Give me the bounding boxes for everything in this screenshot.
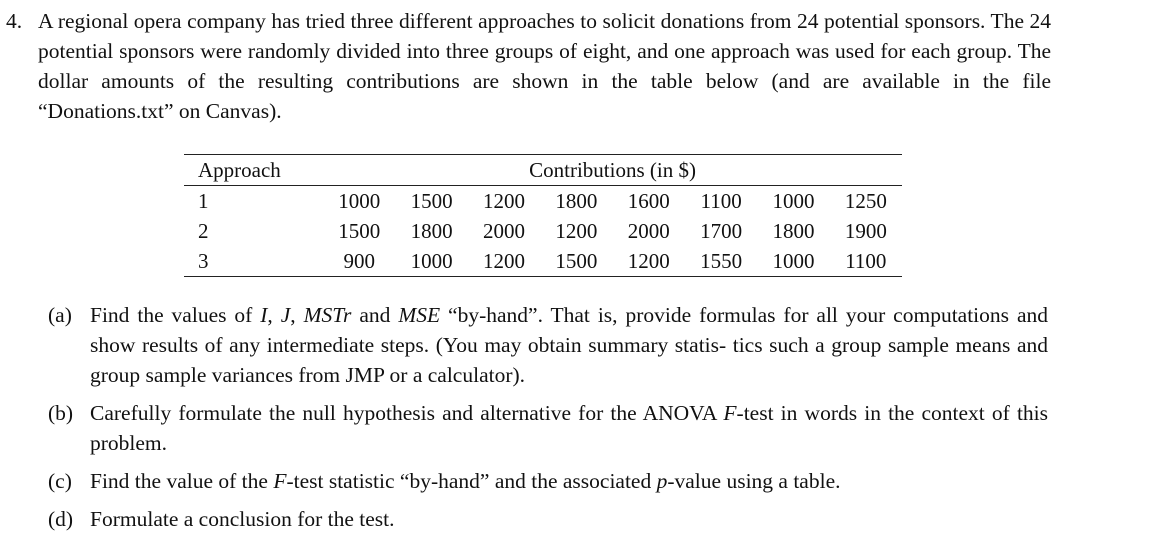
contribution-cell: 1700: [700, 219, 743, 243]
contribution-cell: 1500: [410, 189, 453, 213]
contributions-table: [184, 154, 902, 277]
part-d-text: Formulate a conclusion for the test.: [90, 507, 395, 531]
approach-cell: 2: [198, 219, 209, 243]
part-c-text-1: Find the value of the: [90, 469, 274, 493]
part-a-and: and: [351, 303, 399, 327]
contribution-cell: 1550: [700, 249, 743, 273]
contribution-cell: 900: [343, 249, 376, 273]
contribution-cell: 1000: [338, 189, 381, 213]
part-b-text-rest: -test in words in the context of this problem.: [90, 401, 1049, 455]
part-b-label: (b): [48, 401, 74, 425]
part-d-label: (d): [48, 507, 74, 531]
question-parts: [48, 300, 1048, 542]
part-c-text-rest: -value using a table.: [667, 469, 841, 493]
var-MSTr: MSTr: [303, 303, 352, 327]
problem-statement: [6, 6, 1051, 126]
approach-cell: 1: [198, 189, 209, 213]
contribution-cell: 1000: [772, 249, 815, 273]
part-b-text-1: Carefully formulate the null hypothesis and alternative for the ANOVA: [90, 401, 724, 425]
approach-cell: 3: [198, 249, 209, 273]
problem-number: 4.: [6, 9, 23, 33]
contribution-cell: 2000: [483, 219, 525, 243]
var-J: J: [280, 303, 291, 327]
problem-text: A regional opera company has tried three different approaches to solicit donations from 24 potential sponsors. The 24 potential sponsors were randomly divided into three groups of eight, and one approach was used for each group. The dollar amounts of the resulting contributions are shown in the table below (and are available in the file “Donations.txt” on Canvas).: [38, 9, 1051, 123]
var-F: F: [723, 401, 737, 425]
contributions-table-container: [184, 154, 902, 277]
part-c-text: [90, 466, 1048, 496]
contribution-cell: 1100: [845, 249, 887, 273]
table-header-row: [184, 155, 902, 186]
contribution-cell: 1200: [483, 189, 525, 213]
part-b-text: [90, 398, 1048, 458]
part-a-text-1: Find the values of: [90, 303, 261, 327]
contribution-cell: 1800: [772, 219, 815, 243]
var-p: p: [656, 469, 668, 493]
part-b: [48, 398, 1048, 458]
contribution-cell: 1500: [555, 249, 598, 273]
part-a: [48, 300, 1048, 390]
part-a-text: [90, 300, 1048, 390]
part-c-text-2: -test statistic “by-hand” and the associated: [286, 469, 657, 493]
part-d: [48, 504, 1048, 534]
contributions-header: Contributions (in $): [529, 158, 696, 182]
contribution-cell: 1800: [555, 189, 598, 213]
table-row: [184, 216, 902, 246]
contribution-cell: 1900: [844, 219, 887, 243]
var-I: I: [260, 303, 268, 327]
contribution-cell: 1500: [338, 219, 381, 243]
part-a-comma-1: ,: [267, 303, 281, 327]
contribution-cell: 1100: [700, 189, 742, 213]
contribution-cell: 1800: [410, 219, 453, 243]
contribution-cell: 1000: [772, 189, 815, 213]
part-a-comma-2: ,: [290, 303, 304, 327]
var-MSE: MSE: [398, 303, 441, 327]
contribution-cell: 2000: [627, 219, 670, 243]
part-a-label: (a): [48, 303, 72, 327]
part-c-label: (c): [48, 469, 72, 493]
contribution-cell: 1250: [844, 189, 887, 213]
approach-header: Approach: [198, 158, 281, 182]
contribution-cell: 1000: [410, 249, 453, 273]
part-c: [48, 466, 1048, 496]
table-row: [184, 186, 902, 217]
contribution-cell: 1200: [483, 249, 525, 273]
part-a-text-rest: “by-hand”. That is, provide formulas for all your computations and show results of any intermediate steps. (You may obtain summary statis- tics such a group sample means and group sample variances from JMP or a calculator).: [90, 303, 1048, 387]
contribution-cell: 1200: [627, 249, 670, 273]
table-row: [184, 246, 902, 277]
contribution-cell: 1600: [627, 189, 670, 213]
contribution-cell: 1200: [555, 219, 598, 243]
var-F: F: [273, 469, 287, 493]
